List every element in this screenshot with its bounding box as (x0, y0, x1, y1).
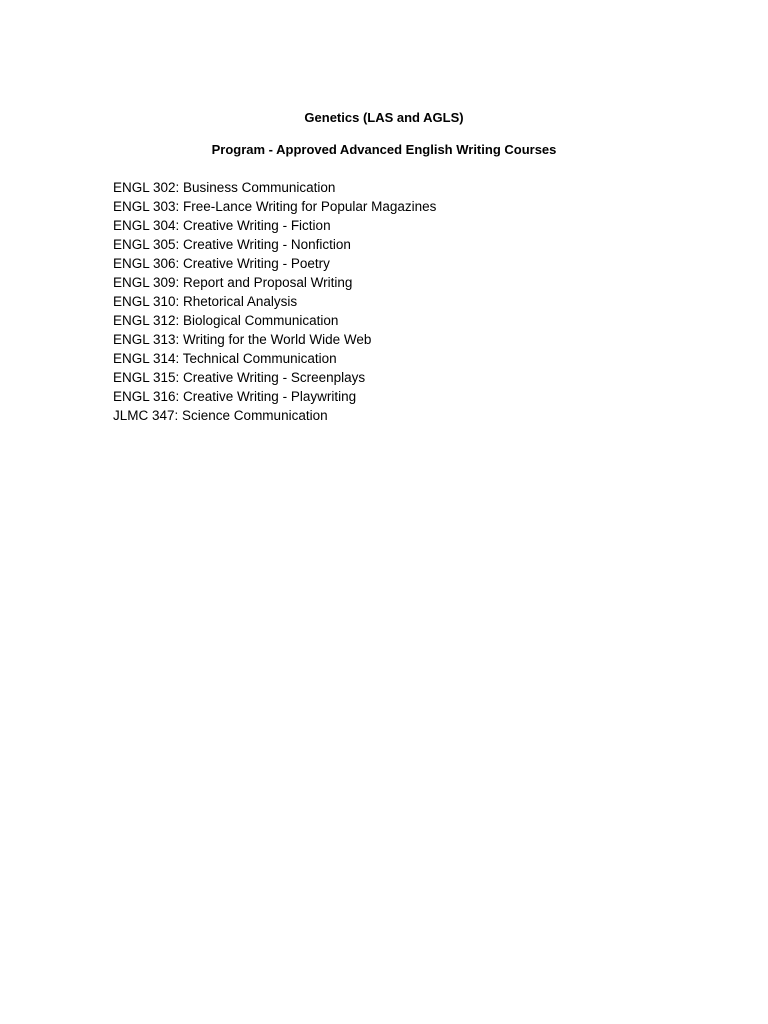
document-title: Genetics (LAS and AGLS) (304, 110, 464, 125)
course-item: JLMC 347: Science Communication (113, 408, 328, 423)
course-item: ENGL 313: Writing for the World Wide Web (113, 332, 372, 347)
course-item: ENGL 302: Business Communication (113, 180, 336, 195)
course-item: ENGL 315: Creative Writing - Screenplays (113, 370, 366, 385)
course-item: ENGL 316: Creative Writing - Playwriting (113, 389, 357, 404)
document-subtitle: Program - Approved Advanced English Writing Courses (211, 142, 557, 157)
course-list (113, 178, 436, 425)
course-item: ENGL 312: Biological Communication (113, 313, 339, 328)
course-item: ENGL 309: Report and Proposal Writing (113, 275, 353, 290)
course-item: ENGL 314: Technical Communication (113, 351, 337, 366)
course-item: ENGL 303: Free-Lance Writing for Popular Magazines (113, 199, 437, 214)
course-item: ENGL 305: Creative Writing - Nonfiction (113, 237, 351, 252)
course-item: ENGL 306: Creative Writing - Poetry (113, 256, 330, 271)
course-item: ENGL 310: Rhetorical Analysis (113, 294, 298, 309)
course-item: ENGL 304: Creative Writing - Fiction (113, 218, 331, 233)
